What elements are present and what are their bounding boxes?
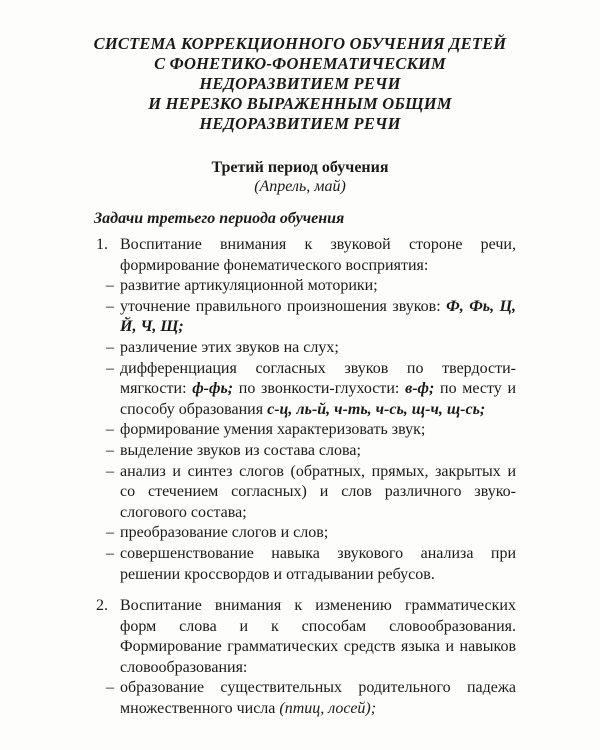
sub-item	[96, 359, 516, 421]
period-months: (Апрель, май)	[254, 178, 346, 195]
sound-list: Ф, Фь, Ц, Й, Ч, Щ;	[120, 297, 517, 336]
title-line: СИСТЕМА КОРРЕКЦИОННОГО ОБУЧЕНИЯ ДЕТЕЙ	[93, 34, 507, 53]
list-item	[96, 596, 516, 720]
sub-item-text: развитие артикуляционной моторики;	[120, 277, 378, 295]
sub-item	[96, 441, 516, 462]
sub-item-text: дифференциация согласных звуков по твердости-мягкости:	[120, 359, 516, 398]
sound-pair: в-ф;	[405, 380, 435, 398]
sub-item	[96, 523, 516, 544]
task-list	[96, 235, 516, 720]
document-title	[0, 34, 600, 134]
period-heading: Третий период обучения	[211, 159, 389, 176]
sub-item	[96, 420, 516, 441]
sub-item-text: анализ и синтез слогов (обратных, прямых, закрытых и со стечением согласных) и слов различного звуко-слогового состава;	[120, 462, 516, 521]
title-line: НЕДОРАЗВИТИЕМ РЕЧИ	[199, 114, 401, 133]
sub-item-text: выделение звуков из состава слова;	[120, 441, 361, 459]
sub-item	[96, 297, 516, 338]
sub-item-text: формирование умения характеризовать звук;	[120, 421, 426, 439]
sub-item	[96, 276, 516, 297]
section-heading: Задачи третьего периода обучения	[94, 210, 345, 227]
sound-pairs: с-ц, ль-й, ч-ть, ч-сь, щ-ч, щ-сь;	[267, 400, 486, 418]
sub-item-text: по звонкости-глухости:	[238, 380, 400, 398]
item-number: 1.	[96, 236, 108, 253]
sub-item-text: уточнение правильного произношения звуков:	[120, 297, 441, 315]
title-line: НЕДОРАЗВИТИЕМ РЕЧИ	[199, 74, 401, 93]
sub-item	[96, 544, 516, 585]
sub-item	[96, 678, 516, 719]
title-line: С ФОНЕТИКО-ФОНЕМАТИЧЕСКИМ	[154, 54, 446, 73]
sound-pair: ф-фь;	[192, 380, 234, 398]
sub-item	[96, 462, 516, 524]
sub-item-text: по месту и способу образования	[120, 380, 517, 418]
list-item	[96, 235, 516, 585]
sub-item-text: совершенствование навыка звукового анализа при решении кроссвордов и отгадывании ребусов.	[120, 544, 516, 583]
sub-item	[96, 338, 516, 359]
item-text: Воспитание внимания к изменению грамматических форм слова и к способам словообразования. Формирование грамматических средств языка и навыков словообразования:	[120, 597, 516, 676]
item-text: Воспитание внимания к звуковой стороне речи, формирование фонематического восприятия:	[120, 236, 516, 274]
sub-item-text: различение этих звуков на слух;	[120, 338, 339, 356]
sub-item-text: преобразование слогов и слов;	[120, 524, 329, 542]
sub-item-text: образование существительных родительного падежа множественного числа	[120, 679, 516, 718]
item-number: 2.	[96, 597, 108, 615]
title-line: И НЕРЕЗКО ВЫРАЖЕННЫМ ОБЩИМ	[148, 94, 452, 113]
example-words: (птиц, лосей);	[279, 700, 377, 718]
